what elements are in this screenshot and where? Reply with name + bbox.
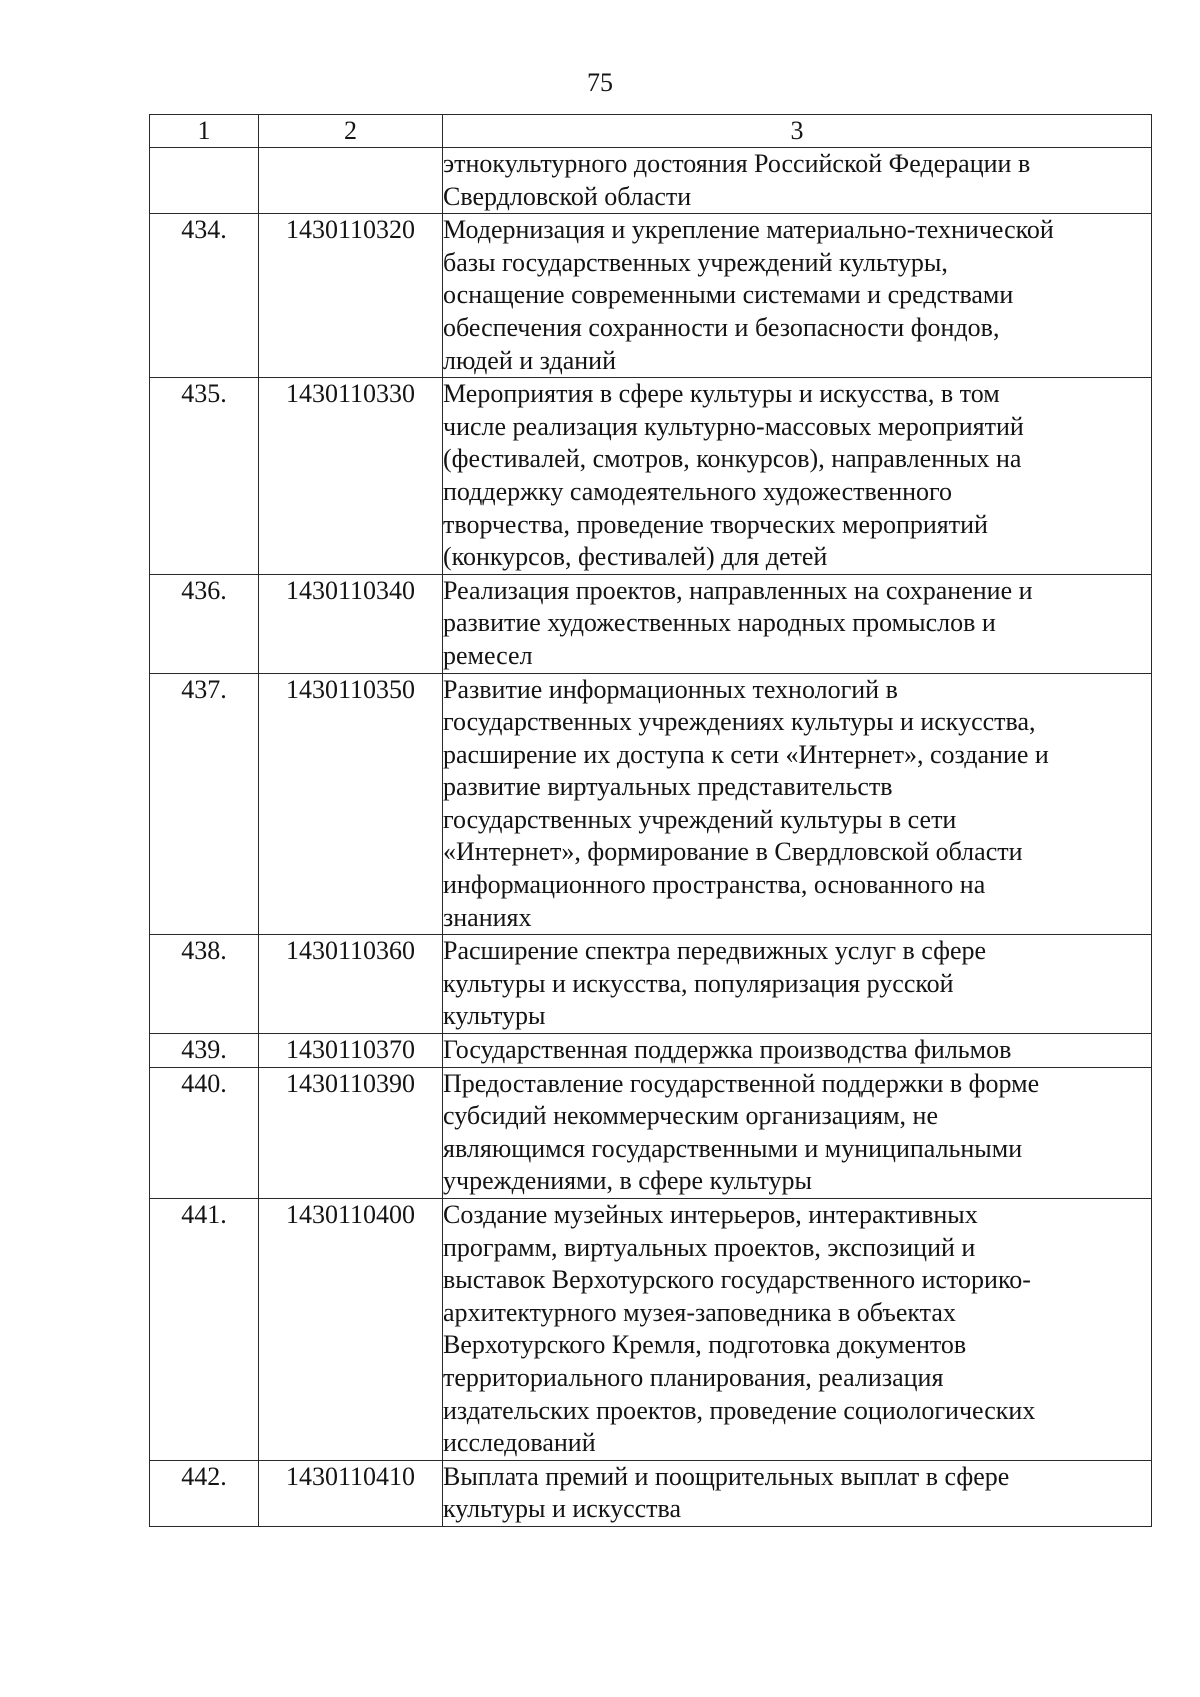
description-line: развитие художественных народных промыслов и	[443, 608, 996, 638]
row-number: 438.	[150, 935, 259, 1034]
classification-code: 1430110320	[259, 214, 443, 378]
description-line: творчества, проведение творческих мероприятий	[443, 509, 988, 539]
page-number: 75	[587, 68, 613, 97]
row-number: 442.	[150, 1460, 259, 1526]
expense-description	[443, 148, 1152, 214]
table-row	[150, 1460, 1152, 1526]
description-line: расширение их доступа к сети «Интернет», создание и	[443, 739, 1049, 769]
expense-description	[443, 214, 1152, 378]
column-header-description: 3	[443, 115, 1152, 148]
row-number: 437.	[150, 673, 259, 935]
description-line: базы государственных учреждений культуры,	[443, 247, 948, 277]
description-line: поддержку самодеятельного художественного	[443, 476, 953, 506]
table-row	[150, 378, 1152, 575]
description-line: культуры и искусства	[443, 1494, 681, 1524]
row-number: 435.	[150, 378, 259, 575]
classification-code	[259, 148, 443, 214]
description-line: людей и зданий	[443, 345, 616, 375]
classification-code: 1430110330	[259, 378, 443, 575]
table-row	[150, 1199, 1152, 1461]
classification-code: 1430110410	[259, 1460, 443, 1526]
classification-code: 1430110360	[259, 935, 443, 1034]
row-number: 439.	[150, 1034, 259, 1068]
table-row	[150, 1034, 1152, 1068]
description-line: Государственная поддержка производства фильмов	[443, 1035, 1012, 1065]
description-line: оснащение современными системами и средствами	[443, 280, 1014, 310]
description-line: ремесел	[443, 640, 533, 670]
description-line: территориального планирования, реализация	[443, 1362, 944, 1392]
description-line: программ, виртуальных проектов, экспозиций и	[443, 1232, 976, 1262]
description-line: этнокультурного достояния Российской Федерации в	[443, 149, 1031, 178]
table-row	[150, 148, 1152, 214]
description-line: Мероприятия в сфере культуры и искусства, в том	[443, 379, 1000, 409]
expense-description	[443, 574, 1152, 673]
description-line: (конкурсов, фестивалей) для детей	[443, 542, 828, 572]
column-header-number: 1	[150, 115, 259, 148]
row-number: 436.	[150, 574, 259, 673]
table-header-row	[150, 115, 1152, 148]
row-number: 440.	[150, 1067, 259, 1198]
description-line: архитектурного музея-заповедника в объектах	[443, 1297, 956, 1327]
description-line: Создание музейных интерьеров, интерактивных	[443, 1200, 978, 1229]
description-line: исследований	[443, 1428, 596, 1458]
description-line: Свердловской области	[443, 181, 692, 211]
description-line: числе реализация культурно-массовых мероприятий	[443, 411, 1024, 441]
description-line: государственных учреждений культуры в сети	[443, 804, 957, 834]
row-number	[150, 148, 259, 214]
classification-code: 1430110340	[259, 574, 443, 673]
table-row	[150, 935, 1152, 1034]
description-line: (фестивалей, смотров, конкурсов), направленных на	[443, 444, 1022, 474]
description-line: культуры	[443, 1001, 546, 1031]
description-line: Верхотурского Кремля, подготовка документов	[443, 1330, 967, 1360]
description-line: издательских проектов, проведение социологических	[443, 1395, 1036, 1425]
description-line: выставок Верхотурского государственного историко-	[443, 1265, 1031, 1295]
expense-description	[443, 1199, 1152, 1461]
column-header-code: 2	[259, 115, 443, 148]
classification-code: 1430110370	[259, 1034, 443, 1068]
description-line: культуры и искусства, популяризация русской	[443, 968, 954, 998]
description-line: Расширение спектра передвижных услуг в сфере	[443, 936, 987, 966]
description-line: учреждениями, в сфере культуры	[443, 1166, 813, 1196]
description-line: «Интернет», формирование в Свердловской области	[443, 837, 1023, 867]
row-number: 441.	[150, 1199, 259, 1461]
classification-code: 1430110400	[259, 1199, 443, 1461]
table-row	[150, 214, 1152, 378]
budget-classification-table	[149, 114, 1152, 1527]
expense-description	[443, 1034, 1152, 1068]
description-line: Реализация проектов, направленных на сохранение и	[443, 575, 1033, 605]
expense-description	[443, 1460, 1152, 1526]
expense-description	[443, 378, 1152, 575]
description-line: Модернизация и укрепление материально-технической	[443, 215, 1054, 245]
description-line: информационного пространства, основанного на	[443, 870, 986, 900]
expense-description	[443, 673, 1152, 935]
description-line: государственных учреждениях культуры и искусства,	[443, 707, 1036, 737]
classification-code: 1430110350	[259, 673, 443, 935]
expense-description	[443, 935, 1152, 1034]
expense-description	[443, 1067, 1152, 1198]
table-body	[150, 148, 1152, 1527]
description-line: субсидий некоммерческим организациям, не	[443, 1101, 939, 1131]
description-line: Развитие информационных технологий в	[443, 674, 898, 704]
description-line: обеспечения сохранности и безопасности фондов,	[443, 312, 1000, 342]
description-line: знаниях	[443, 902, 532, 932]
table-row	[150, 673, 1152, 935]
description-line: являющимся государственными и муниципальными	[443, 1133, 1023, 1163]
classification-code: 1430110390	[259, 1067, 443, 1198]
description-line: Выплата премий и поощрительных выплат в сфере	[443, 1461, 1010, 1491]
description-line: развитие виртуальных представительств	[443, 772, 893, 802]
description-line: Предоставление государственной поддержки в форме	[443, 1068, 1040, 1098]
table-row	[150, 574, 1152, 673]
row-number: 434.	[150, 214, 259, 378]
table-row	[150, 1067, 1152, 1198]
